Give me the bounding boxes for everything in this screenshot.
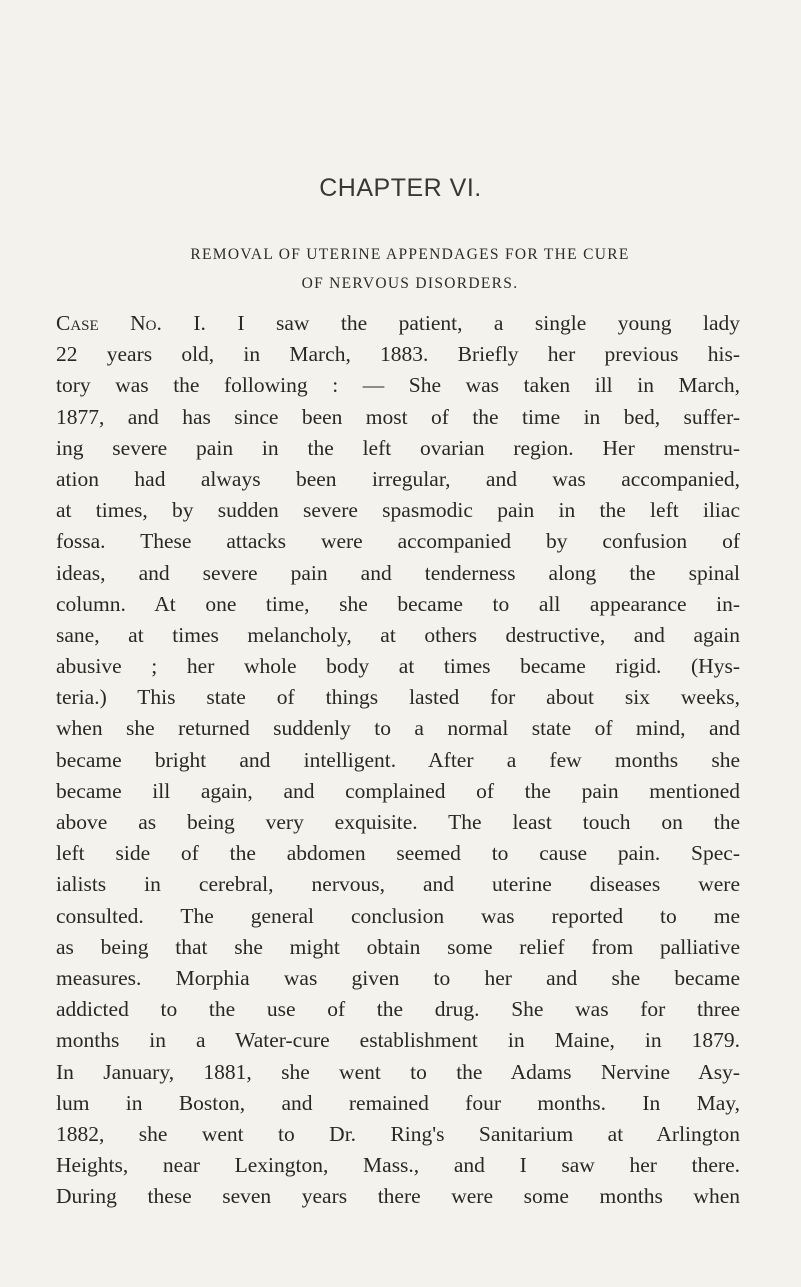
paragraph-line: above as being very exquisite. The least touch on the bbox=[56, 810, 740, 834]
chapter-title: CHAPTER VI. bbox=[319, 174, 482, 202]
paragraph-line: ialists in cerebral, nervous, and uterine diseases were bbox=[56, 872, 740, 897]
paragraph-line: In January, 1881, she went to the Adams Nervine Asy- bbox=[56, 1059, 740, 1084]
paragraph-line: column. At one time, she became to all appearance in- bbox=[56, 591, 740, 616]
paragraph-line: 1877, and has since been most of the time in bed, suffer- bbox=[56, 404, 740, 429]
paragraph-line: when she returned suddenly to a normal state of mind, and bbox=[56, 716, 740, 741]
paragraph-line: consulted. The general conclusion was reported to me bbox=[56, 903, 740, 928]
paragraph-line: ing severe pain in the left ovarian region. Her menstru- bbox=[56, 435, 740, 460]
case-paragraph bbox=[56, 308, 740, 1212]
paragraph-line: sane, at times melancholy, at others destructive, and again bbox=[56, 622, 740, 647]
paragraph-line: tory was the following : — She was taken ill in March, bbox=[56, 373, 740, 398]
paragraph-line: teria.) This state of things lasted for about six weeks, bbox=[56, 685, 740, 710]
subtitle-line-1: REMOVAL OF UTERINE APPENDAGES FOR THE CURE bbox=[190, 246, 630, 263]
paragraph-line: 1882, she went to Dr. Ring's Sanitarium at Arlington bbox=[56, 1121, 740, 1146]
paragraph-line: ideas, and severe pain and tenderness along the spinal bbox=[56, 560, 740, 585]
paragraph-line: addicted to the use of the drug. She was for three bbox=[56, 997, 740, 1022]
paragraph-line: abusive ; her whole body at times became rigid. (Hys- bbox=[56, 654, 740, 679]
paragraph-line: as being that she might obtain some relief from palliative bbox=[56, 934, 740, 959]
paragraph-line: at times, by sudden severe spasmodic pain in the left iliac bbox=[56, 498, 740, 523]
paragraph-line: During these seven years there were some months when bbox=[56, 1184, 740, 1209]
paragraph-line: ation had always been irregular, and was accompanied, bbox=[56, 466, 740, 491]
paragraph-line: measures. Morphia was given to her and she became bbox=[56, 965, 740, 990]
paragraph-line-text: I saw the patient, a single young lady bbox=[205, 311, 740, 335]
subtitle-line-2: OF NERVOUS DISORDERS. bbox=[301, 275, 519, 292]
paragraph-line: lum in Boston, and remained four months. In May, bbox=[56, 1090, 740, 1115]
chapter-subtitle bbox=[90, 240, 730, 298]
paragraph-line: 22 years old, in March, 1883. Briefly her previous his- bbox=[56, 342, 740, 367]
paragraph-line: became ill again, and complained of the pain mentioned bbox=[56, 778, 740, 803]
paragraph-line bbox=[56, 308, 740, 339]
paragraph-line: Heights, near Lexington, Mass., and I saw her there. bbox=[56, 1153, 740, 1178]
paragraph-line: became bright and intelligent. After a few months she bbox=[56, 747, 740, 772]
paragraph-line: left side of the abdomen seemed to cause pain. Spec- bbox=[56, 841, 740, 866]
case-heading: Case No. I. bbox=[56, 311, 206, 335]
paragraph-line: months in a Water-cure establishment in Maine, in 1879. bbox=[56, 1028, 740, 1053]
paragraph-line: fossa. These attacks were accompanied by confusion of bbox=[56, 529, 740, 554]
